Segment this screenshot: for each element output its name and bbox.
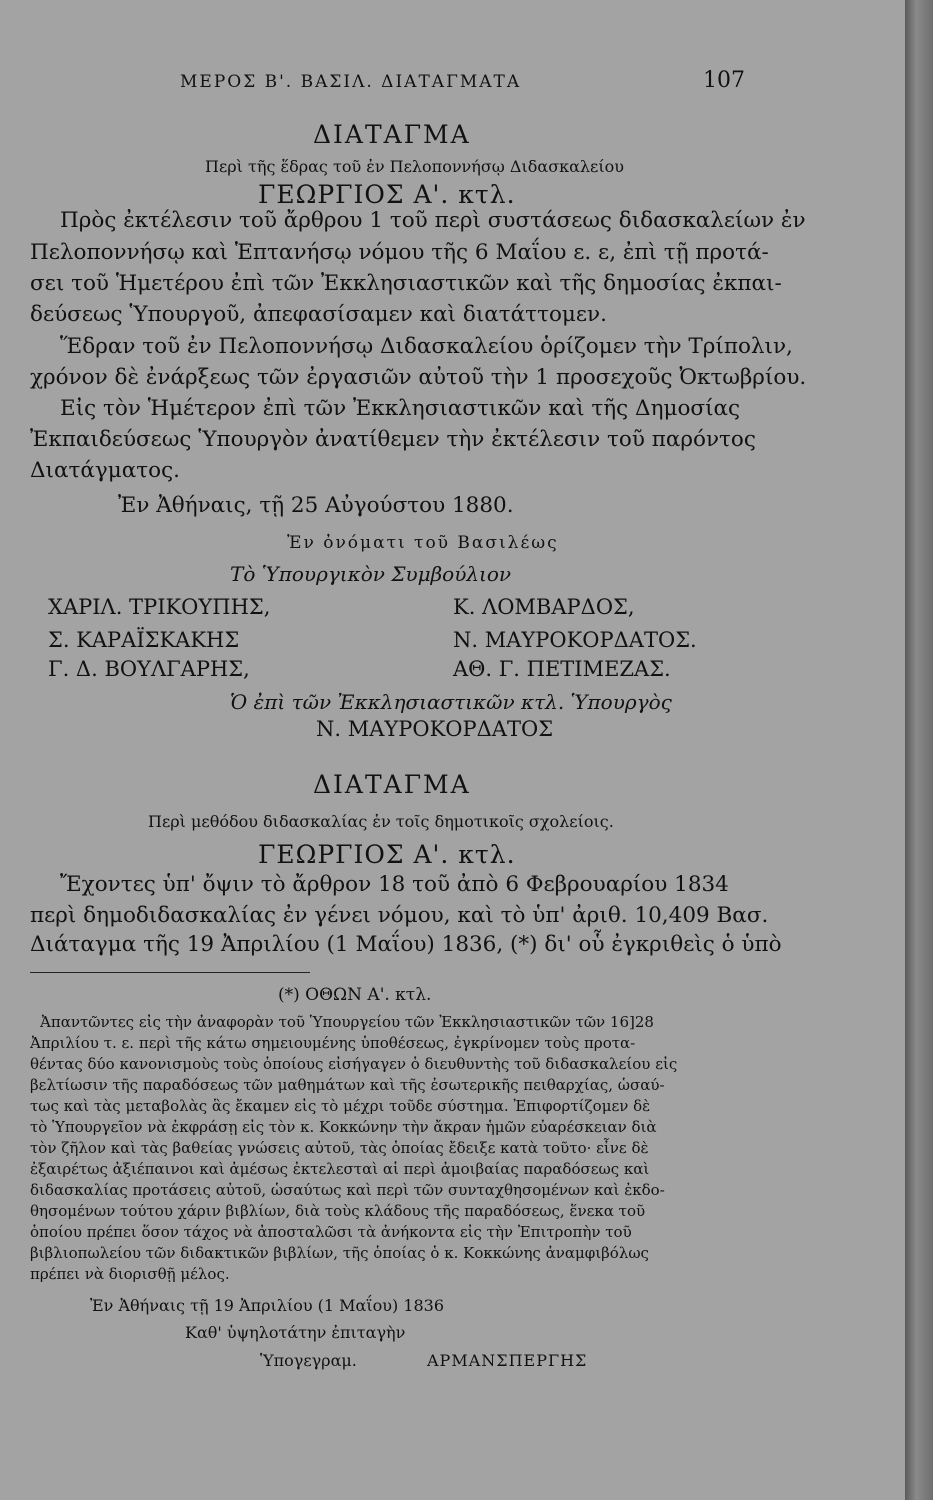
- decree-2-line: Ἔχοντες ὑπ' ὄψιν τὸ ἄρθρον 18 τοῦ ἀπὸ 6 Φεβρουαρίου 1834: [60, 872, 729, 897]
- footnote-line: Ἀπαντῶντες εἰς τὴν ἀναφορὰν τοῦ Ὑπουργείου τῶν Ἐκκλησιαστικῶν τῶν 16]28: [40, 1013, 654, 1031]
- running-header: ΜΕΡΟΣ Β'. ΒΑΣΙΛ. ΔΙΑΤΑΓΜΑΤΑ: [180, 72, 522, 92]
- minister-left: Γ. Δ. ΒΟΥΛΓΑΡΗΣ,: [48, 657, 250, 681]
- minister-left: Σ. ΚΑΡΑΪΣΚΑΚΗΣ: [48, 628, 240, 652]
- footnote-line: πρέπει νὰ διορισθῇ μέλος.: [30, 1265, 230, 1283]
- footnote-line: θησομένων τούτου χάριν βιβλίων, διὰ τοὺς κλάδους τῆς παραδόσεως, ἕνεκα τοῦ: [30, 1202, 646, 1220]
- footnote-signed-label: Ὑπογεγραμ.: [260, 1351, 357, 1370]
- minister-right: Ν. ΜΑΥΡΟΚΟΡΔΑΤΟΣ.: [453, 628, 697, 652]
- footnote-line: Ἀπριλίου τ. ε. περὶ τῆς κάτω σημειουμένης ὑποθέσεως, ἐγκρίνομεν τοὺς προτα-: [30, 1034, 636, 1052]
- footnote-heading: (*) ΟΘΩΝ Α'. κτλ.: [278, 985, 432, 1005]
- decree-2-title: ΔΙΑΤΑΓΜΑ: [313, 770, 471, 799]
- council-heading: Τὸ Ὑπουργικὸν Συμβούλιον: [230, 562, 512, 586]
- footnote-date: Ἐν Ἀθήναις τῇ 19 Ἀπριλίου (1 Μαΐου) 1836: [90, 1296, 445, 1315]
- footnote-line: ἐξαιρέτως ἀξιέπαινοι καὶ ἀμέσως ἐκτελεσταὶ αἱ περὶ ἀμοιβαίας παραδόσεως καὶ: [30, 1160, 650, 1178]
- footnote-line: τὸν ζῆλον καὶ τὰς βαθείας γνώσεις αὐτοῦ, τὰς ὁποίας ἔδειξε κατὰ τοῦτο· εἶνε δὲ: [30, 1139, 649, 1157]
- page-number: 107: [703, 68, 745, 93]
- footnote-divider: [30, 972, 310, 973]
- decree-1-title: ΔΙΑΤΑΓΜΑ: [313, 120, 471, 149]
- footnote-line: θέντας δύο κανονισμοὺς τοὺς ὁποίους εἰσήγαγεν ὁ διευθυντὴς τοῦ διδασκαλείου εἰς: [30, 1055, 678, 1073]
- footnote-signed-name: ΑΡΜΑΝΣΠΕΡΓΗΣ: [427, 1351, 588, 1370]
- decree-1-line: σει τοῦ Ἡμετέρου ἐπὶ τῶν Ἐκκλησιαστικῶν καὶ τῆς δημοσίας ἐκπαι-: [30, 271, 782, 296]
- minister-right: ΑΘ. Γ. ΠΕΤΙΜΕΖΑΣ.: [453, 657, 671, 681]
- decree-2-line: Διάταγμα τῆς 19 Ἀπριλίου (1 Μαΐου) 1836, (*) δι' οὗ ἐγκριθεὶς ὁ ὑπὸ: [30, 932, 782, 957]
- decree-1-line: Διατάγματος.: [30, 458, 180, 483]
- page-edge: [905, 0, 933, 1500]
- footnote-line: βιβλιοπωλείου τῶν διδακτικῶν βιβλίων, τῆς ὁποίας ὁ κ. Κοκκώνης ἀναμφιβόλως: [30, 1244, 649, 1262]
- decree-1-line: Εἰς τὸν Ἡμέτερον ἐπὶ τῶν Ἐκκλησιαστικῶν καὶ τῆς Δημοσίας: [60, 396, 741, 421]
- decree-1-line: δεύσεως Ὑπουργοῦ, ἀπεφασίσαμεν καὶ διατάττομεν.: [30, 302, 607, 327]
- footnote-line: ὁποίου πρέπει ὅσον τάχος νὰ ἀποσταλῶσι τὰ ἀνήκοντα εἰς τὴν Ἐπιτροπὴν τοῦ: [30, 1223, 632, 1241]
- footnote-line: διδασκαλίας προτάσεις αὐτοῦ, ὡσαύτως καὶ περὶ τῶν συνταχθησομένων καὶ ἐκδο-: [30, 1181, 665, 1199]
- footnote-line: τως καὶ τὰς μεταβολὰς ἃς ἔκαμεν εἰς τὸ μέχρι τοῦδε σύστημα. Ἐπιφορτίζομεν δὲ: [30, 1097, 651, 1115]
- decree-1-line: Πελοποννήσῳ καὶ Ἑπτανήσῳ νόμου τῆς 6 Μαΐου ε. ε, ἐπὶ τῇ προτά-: [30, 240, 769, 265]
- decree-2-line: περὶ δημοδιδασκαλίας ἐν γένει νόμου, καὶ τὸ ὑπ' ἀριθ. 10,409 Βασ.: [30, 903, 769, 928]
- decree-1-subtitle: Περὶ τῆς ἕδρας τοῦ ἐν Πελοποννήσῳ Διδασκαλείου: [205, 157, 624, 176]
- minister-name: Ν. ΜΑΥΡΟΚΟΡΔΑΤΟΣ: [316, 717, 554, 741]
- minister-title-line: Ὁ ἐπὶ τῶν Ἐκκλησιαστικῶν κτλ. Ὑπουργὸς: [230, 690, 672, 714]
- decree-1-king: ΓΕΩΡΓΙΟΣ Α'. κτλ.: [258, 180, 516, 209]
- decree-2-subtitle: Περὶ μεθόδου διδασκαλίας ἐν τοῖς δημοτικοῖς σχολείοις.: [148, 812, 614, 831]
- footnote-line: τὸ Ὑπουργεῖον νὰ ἐκφράσῃ εἰς τὸν κ. Κοκκώνην τὴν ἄκραν ἡμῶν εὐαρέσκειαν διὰ: [30, 1118, 657, 1136]
- decree-2-king: ΓΕΩΡΓΙΟΣ Α'. κτλ.: [258, 840, 516, 869]
- minister-right: Κ. ΛΟΜΒΑΡΔΟΣ,: [453, 595, 635, 619]
- decree-1-line: Ἕδραν τοῦ ἐν Πελοποννήσῳ Διδασκαλείου ὁρίζομεν τὴν Τρίπολιν,: [60, 334, 793, 359]
- footnote-order: Καθ' ὑψηλοτάτην ἐπιταγὴν: [185, 1323, 406, 1342]
- decree-1-line: Ἐκπαιδεύσεως Ὑπουργὸν ἀνατίθεμεν τὴν ἐκτέλεσιν τοῦ παρόντος: [30, 427, 756, 452]
- decree-1-date: Ἐν Ἀθήναις, τῇ 25 Αὐγούστου 1880.: [118, 493, 514, 518]
- minister-left: ΧΑΡΙΛ. ΤΡΙΚΟΥΠΗΣ,: [48, 595, 271, 619]
- decree-1-line: χρόνον δὲ ἐνάρξεως τῶν ἐργασιῶν αὐτοῦ τὴν 1 προσεχοῦς Ὀκτωβρίου.: [30, 365, 807, 390]
- in-name-of-king: Ἐν ὀνόματι τοῦ Βασιλέως: [287, 533, 559, 553]
- footnote-line: βελτίωσιν τῆς παραδόσεως τῶν μαθημάτων καὶ τῆς ἐσωτερικῆς πειθαρχίας, ὡσαύ-: [30, 1076, 665, 1094]
- decree-1-line: Πρὸς ἐκτέλεσιν τοῦ ἄρθρου 1 τοῦ περὶ συστάσεως διδασκαλείων ἐν: [60, 208, 806, 233]
